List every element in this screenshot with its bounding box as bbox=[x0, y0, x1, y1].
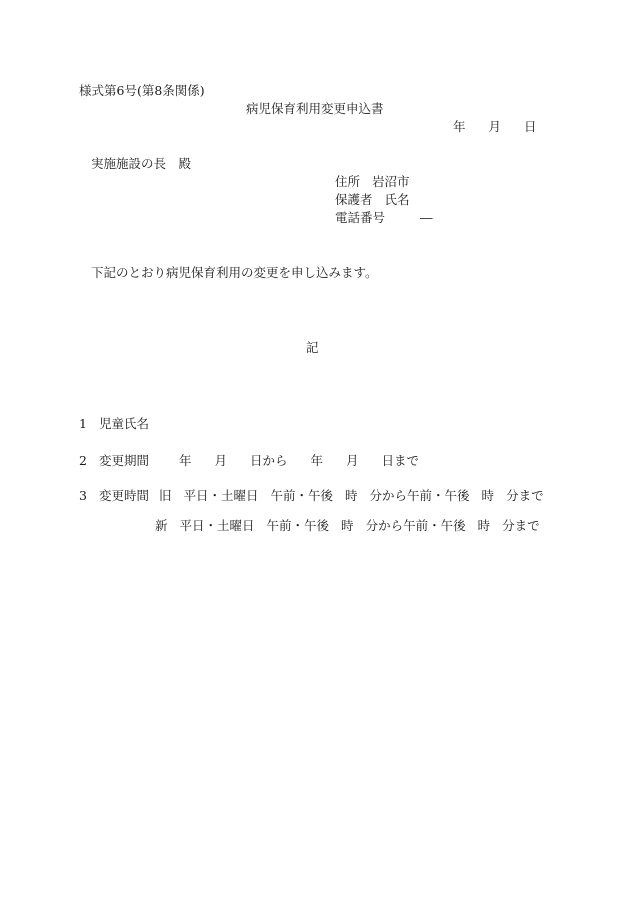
addressee: 実施施設の長 殿 bbox=[91, 156, 192, 171]
item-label: 変更期間 bbox=[98, 453, 149, 468]
item-number: 3 bbox=[79, 488, 87, 503]
date-line bbox=[453, 121, 537, 134]
date-month: 月 bbox=[488, 119, 502, 134]
guardian-line bbox=[335, 194, 410, 207]
time-hour: 時 bbox=[341, 518, 354, 533]
item-label: 児童氏名 bbox=[98, 416, 149, 431]
phone-label: 電話番号 bbox=[335, 210, 386, 225]
date-day: 日 bbox=[524, 119, 537, 134]
time-hour: 時 bbox=[345, 488, 358, 503]
time-from: 分から午前・午後 bbox=[369, 488, 470, 503]
item-child-name bbox=[79, 418, 149, 431]
intro-text: 下記のとおり病児保育利用の変更を申し込みます。 bbox=[91, 265, 378, 280]
time-hour: 時 bbox=[477, 518, 491, 533]
ki-heading: 記 bbox=[306, 340, 319, 355]
form-title: 病児保育利用変更申込書 bbox=[246, 101, 384, 116]
time-ampm: 午前・午後 bbox=[266, 518, 330, 533]
period-month-1: 月 bbox=[214, 453, 227, 468]
period-year-2: 年 bbox=[310, 453, 324, 468]
item-number: 2 bbox=[79, 453, 87, 468]
period-month-2: 月 bbox=[346, 453, 359, 468]
form-number: 様式第6号(第8条関係) bbox=[79, 83, 205, 98]
period-day-from: 日から bbox=[250, 453, 288, 468]
time-ampm: 午前・午後 bbox=[270, 488, 334, 503]
name-label: 氏名 bbox=[384, 192, 410, 207]
address-line bbox=[335, 176, 410, 189]
time-days: 平日・土曜日 bbox=[179, 518, 255, 533]
item-time-old bbox=[79, 490, 544, 503]
phone-separator: ― bbox=[420, 210, 433, 225]
item-time-new bbox=[155, 520, 540, 533]
item-period bbox=[79, 455, 419, 468]
item-number: 1 bbox=[79, 416, 87, 431]
phone-line bbox=[335, 212, 433, 225]
time-from: 分から午前・午後 bbox=[365, 518, 466, 533]
time-hour: 時 bbox=[481, 488, 495, 503]
time-to: 分まで bbox=[506, 488, 544, 503]
time-new-tag: 新 bbox=[155, 518, 168, 533]
address-label: 住所 bbox=[335, 174, 361, 189]
address-value: 岩沼市 bbox=[372, 174, 410, 189]
item-label: 変更時間 bbox=[98, 488, 149, 503]
date-year: 年 bbox=[453, 119, 466, 134]
guardian-label: 保護者 bbox=[335, 192, 373, 207]
time-days: 平日・土曜日 bbox=[183, 488, 259, 503]
time-to: 分まで bbox=[502, 518, 540, 533]
period-day-to: 日まで bbox=[381, 453, 420, 468]
time-old-tag: 旧 bbox=[158, 488, 172, 503]
period-year-1: 年 bbox=[178, 453, 192, 468]
